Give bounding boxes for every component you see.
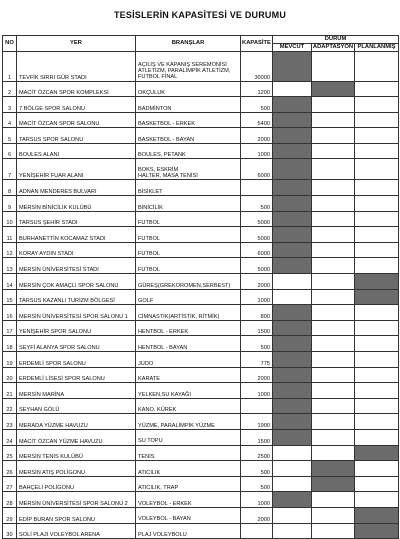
status-mevcut-cell — [273, 429, 312, 445]
capacity-cell: 500 — [241, 196, 273, 212]
status-planlanmis-cell — [355, 383, 399, 399]
facility-name: MERSİN TENİS KULÜBÜ — [17, 445, 136, 461]
status-planlanmis-cell — [355, 128, 399, 144]
branch-line: BİNİCİLİK — [138, 204, 163, 211]
status-mevcut-cell — [273, 227, 312, 243]
branch-cell — [136, 336, 241, 352]
row-number: 16 — [3, 305, 17, 321]
row-number: 4 — [3, 112, 17, 128]
facility-name: YENİŞEHİR SPOR SALONU — [17, 320, 136, 336]
capacity-cell: 1000 — [241, 383, 273, 399]
capacity-cell: 1200 — [241, 81, 273, 97]
table-row — [3, 211, 399, 227]
status-adaptasyon-cell — [312, 258, 355, 274]
facility-name: YENİŞEHİR FUAR ALANI — [17, 159, 136, 180]
facility-name: SEYFİ ALANYA SPOR SALONU — [17, 336, 136, 352]
facilities-table — [2, 35, 399, 539]
capacity-cell: 2000 — [241, 367, 273, 383]
branch-cell — [136, 274, 241, 290]
table-row — [3, 492, 399, 508]
branch-cell — [136, 320, 241, 336]
branch-cell — [136, 523, 241, 539]
facility-name: TARSUS SPOR SALONU — [17, 128, 136, 144]
row-number: 5 — [3, 128, 17, 144]
status-planlanmis-cell — [355, 196, 399, 212]
branch-line: GÜREŞ(GREKOROMEN,SERBEST) — [138, 282, 231, 289]
capacity-cell: 1000 — [241, 143, 273, 159]
branch-cell — [136, 492, 241, 508]
status-planlanmis-cell — [355, 112, 399, 128]
status-planlanmis-cell — [355, 97, 399, 113]
status-planlanmis-cell — [355, 336, 399, 352]
status-mevcut-cell — [273, 461, 312, 477]
capacity-cell: 2500 — [241, 445, 273, 461]
status-adaptasyon-cell — [312, 507, 355, 523]
branch-cell — [136, 429, 241, 445]
table-row — [3, 352, 399, 368]
row-number: 17 — [3, 320, 17, 336]
branch-line: CİMNASTİK(ARTİSTİK, RİTMİK) — [138, 313, 220, 320]
capacity-cell — [241, 398, 273, 414]
table-row — [3, 159, 399, 180]
status-mevcut-cell — [273, 352, 312, 368]
facility-name: KORAY AYDIN STADI — [17, 242, 136, 258]
row-number: 9 — [3, 196, 17, 212]
branch-cell — [136, 196, 241, 212]
table-row — [3, 476, 399, 492]
header-kapasite: KAPASİTE — [241, 36, 273, 52]
row-number: 2 — [3, 81, 17, 97]
status-adaptasyon-cell — [312, 274, 355, 290]
branch-line: OKÇULUK — [138, 90, 166, 96]
status-planlanmis-cell — [355, 159, 399, 180]
facility-name: TARSUS ŞEHİR STADI — [17, 211, 136, 227]
capacity-cell: 500 — [241, 461, 273, 477]
status-mevcut-cell — [273, 242, 312, 258]
branch-line: ATICILIK, TRAP — [138, 485, 179, 492]
table-row — [3, 180, 399, 196]
status-adaptasyon-cell — [312, 97, 355, 113]
status-planlanmis-cell — [355, 429, 399, 445]
row-number: 28 — [3, 492, 17, 508]
capacity-cell: 5000 — [241, 227, 273, 243]
facility-name: MACİT ÖZCAN SPOR KOMPLEKSİ — [17, 81, 136, 97]
branch-cell — [136, 180, 241, 196]
table-row — [3, 320, 399, 336]
table-row — [3, 445, 399, 461]
status-mevcut-cell — [273, 476, 312, 492]
branch-cell — [136, 143, 241, 159]
header-planlanmis: PLANLANMIŞ — [355, 43, 399, 51]
capacity-cell — [241, 180, 273, 196]
status-planlanmis-cell — [355, 81, 399, 97]
branch-line: BOKS, ESKRİM — [138, 167, 179, 174]
status-mevcut-cell — [273, 211, 312, 227]
branch-line: YÜZME, PARALİMPİK YÜZME — [138, 422, 215, 429]
row-number: 27 — [3, 476, 17, 492]
status-planlanmis-cell — [355, 320, 399, 336]
branch-cell — [136, 128, 241, 144]
status-adaptasyon-cell — [312, 414, 355, 430]
status-planlanmis-cell — [355, 523, 399, 539]
branch-cell — [136, 227, 241, 243]
status-planlanmis-cell — [355, 445, 399, 461]
branch-line: BOULES, PETANK — [138, 152, 186, 159]
branch-line: VOLEYBOL - ERKEK — [138, 500, 192, 507]
status-mevcut-cell — [273, 81, 312, 97]
branch-cell — [136, 258, 241, 274]
row-number: 8 — [3, 180, 17, 196]
branch-line: FUTBOL — [138, 251, 161, 258]
row-number: 20 — [3, 367, 17, 383]
header-branslar: BRANŞLAR — [136, 36, 241, 52]
capacity-cell — [241, 523, 273, 539]
branch-cell — [136, 383, 241, 399]
table-row — [3, 97, 399, 113]
facility-name: MACİT ÖZCAN YÜZME HAVUZU — [17, 429, 136, 445]
capacity-cell: 1900 — [241, 414, 273, 430]
status-adaptasyon-cell — [312, 51, 355, 81]
status-adaptasyon-cell — [312, 476, 355, 492]
header-yer: YER — [17, 36, 136, 52]
table-row — [3, 383, 399, 399]
branch-line: HENTBOL - ERKEK — [138, 329, 189, 336]
status-mevcut-cell — [273, 258, 312, 274]
status-mevcut-cell — [273, 128, 312, 144]
facility-name: MERSİN BİNİCİLİK KULÜBÜ — [17, 196, 136, 212]
status-mevcut-cell — [273, 445, 312, 461]
status-planlanmis-cell — [355, 274, 399, 290]
status-adaptasyon-cell — [312, 112, 355, 128]
status-adaptasyon-cell — [312, 159, 355, 180]
status-planlanmis-cell — [355, 258, 399, 274]
status-adaptasyon-cell — [312, 227, 355, 243]
status-adaptasyon-cell — [312, 305, 355, 321]
status-adaptasyon-cell — [312, 180, 355, 196]
status-mevcut-cell — [273, 159, 312, 180]
branch-line: AÇILIŞ VE KAPANIŞ SEREMONİSİ — [138, 62, 227, 69]
table-row — [3, 336, 399, 352]
branch-cell — [136, 97, 241, 113]
row-number: 12 — [3, 242, 17, 258]
status-planlanmis-cell — [355, 367, 399, 383]
status-planlanmis-cell — [355, 305, 399, 321]
facility-name: MERSİN ÜNİVERSİTESİ STADI — [17, 258, 136, 274]
branch-line: HALTER, MASA TENİSİ — [138, 173, 198, 180]
branch-line: KARATE — [138, 376, 160, 383]
branch-line: BASKETBOL - ERKEK — [138, 121, 195, 128]
header-no: NO — [3, 36, 17, 52]
branch-cell — [136, 414, 241, 430]
status-mevcut-cell — [273, 196, 312, 212]
facility-name: EDİP BURAN SPOR SALONU — [17, 507, 136, 523]
facility-name: ERDEMLİ SPOR SALONU — [17, 352, 136, 368]
table-row — [3, 367, 399, 383]
row-number: 6 — [3, 143, 17, 159]
status-adaptasyon-cell — [312, 429, 355, 445]
branch-cell — [136, 398, 241, 414]
row-number: 11 — [3, 227, 17, 243]
facility-name: MERADA YÜZME HAVUZU — [17, 414, 136, 430]
facility-name: MERSİN ÜNİVERSİTESİ SPOR SALONU 2 — [17, 492, 136, 508]
row-number: 18 — [3, 336, 17, 352]
table-row — [3, 112, 399, 128]
status-adaptasyon-cell — [312, 211, 355, 227]
status-mevcut-cell — [273, 523, 312, 539]
branch-cell — [136, 352, 241, 368]
status-mevcut-cell — [273, 414, 312, 430]
row-number: 24 — [3, 429, 17, 445]
capacity-cell: 6000 — [241, 159, 273, 180]
row-number: 22 — [3, 398, 17, 414]
status-adaptasyon-cell — [312, 320, 355, 336]
branch-cell — [136, 476, 241, 492]
table-row — [3, 398, 399, 414]
branch-line: BADMİNTON — [138, 105, 172, 112]
status-planlanmis-cell — [355, 227, 399, 243]
status-planlanmis-cell — [355, 143, 399, 159]
status-mevcut-cell — [273, 320, 312, 336]
status-planlanmis-cell — [355, 242, 399, 258]
branch-line: KANO, KÜREK — [138, 407, 177, 414]
status-adaptasyon-cell — [312, 492, 355, 508]
table-row — [3, 289, 399, 305]
row-number: 10 — [3, 211, 17, 227]
capacity-cell: 775 — [241, 352, 273, 368]
facility-name: ERDEMLİ LİSESİ SPOR SALONU — [17, 367, 136, 383]
status-planlanmis-cell — [355, 476, 399, 492]
status-mevcut-cell — [273, 336, 312, 352]
table-body — [3, 51, 399, 539]
status-adaptasyon-cell — [312, 289, 355, 305]
branch-cell — [136, 51, 241, 81]
row-number: 26 — [3, 461, 17, 477]
branch-cell — [136, 159, 241, 180]
status-planlanmis-cell — [355, 461, 399, 477]
status-mevcut-cell — [273, 492, 312, 508]
capacity-cell: 500 — [241, 97, 273, 113]
status-mevcut-cell — [273, 180, 312, 196]
header-durum: DURUM — [273, 36, 399, 44]
status-mevcut-cell — [273, 398, 312, 414]
status-adaptasyon-cell — [312, 445, 355, 461]
capacity-cell: 1000 — [241, 289, 273, 305]
row-number: 21 — [3, 383, 17, 399]
branch-line: BİSİKLET — [138, 188, 163, 195]
table-row — [3, 523, 399, 539]
status-planlanmis-cell — [355, 398, 399, 414]
row-number: 14 — [3, 274, 17, 290]
branch-cell — [136, 445, 241, 461]
capacity-cell: 800 — [241, 305, 273, 321]
capacity-cell: 500 — [241, 476, 273, 492]
table-row — [3, 274, 399, 290]
branch-line: BASKETBOL - BAYAN — [138, 136, 195, 143]
status-mevcut-cell — [273, 383, 312, 399]
status-planlanmis-cell — [355, 180, 399, 196]
facility-name: TARSUS KAZANLI TURİZM BÖLGESİ — [17, 289, 136, 305]
branch-line: SU TOPU — [138, 438, 163, 445]
table-row — [3, 143, 399, 159]
branch-line: YELKEN,SU KAYAĞI — [138, 391, 191, 398]
facility-name: BAHÇELİ POLİGONU — [17, 476, 136, 492]
status-mevcut-cell — [273, 289, 312, 305]
branch-line: FUTBOL — [138, 235, 161, 242]
status-mevcut-cell — [273, 143, 312, 159]
capacity-cell: 500 — [241, 336, 273, 352]
status-adaptasyon-cell — [312, 461, 355, 477]
capacity-cell: 30000 — [241, 51, 273, 81]
capacity-cell: 2000 — [241, 128, 273, 144]
branch-cell — [136, 367, 241, 383]
status-mevcut-cell — [273, 97, 312, 113]
table-row — [3, 81, 399, 97]
branch-cell — [136, 289, 241, 305]
status-adaptasyon-cell — [312, 367, 355, 383]
branch-line: ATLETİZM, PARALİMPİK ATLETİZM, — [138, 68, 231, 75]
row-number: 13 — [3, 258, 17, 274]
table-row — [3, 429, 399, 445]
branch-line: FUTBOL — [138, 266, 161, 273]
status-planlanmis-cell — [355, 51, 399, 81]
facility-name: MERSİN ÜNİVERSİTESİ SPOR SALONU 1 — [17, 305, 136, 321]
status-adaptasyon-cell — [312, 523, 355, 539]
facility-name: BURHANETTİN KOCAMAZ STADI — [17, 227, 136, 243]
table-row — [3, 227, 399, 243]
facility-name: TEVFİK SIRRI GÜR STADI — [17, 51, 136, 81]
status-adaptasyon-cell — [312, 128, 355, 144]
status-planlanmis-cell — [355, 211, 399, 227]
capacity-cell: 5000 — [241, 258, 273, 274]
table-row — [3, 414, 399, 430]
facility-name: MERSİN MARİNA — [17, 383, 136, 399]
status-planlanmis-cell — [355, 507, 399, 523]
branch-line: TENİS — [138, 454, 155, 461]
row-number: 1 — [3, 51, 17, 81]
capacity-cell: 2000 — [241, 274, 273, 290]
facility-name: SOLİ PLAJI VOLEYBOL ARENA — [17, 523, 136, 539]
status-mevcut-cell — [273, 112, 312, 128]
branch-cell — [136, 507, 241, 523]
status-planlanmis-cell — [355, 414, 399, 430]
table-row — [3, 507, 399, 523]
row-number: 7 — [3, 159, 17, 180]
branch-cell — [136, 242, 241, 258]
row-number: 19 — [3, 352, 17, 368]
status-mevcut-cell — [273, 51, 312, 81]
branch-line: GOLF — [138, 298, 154, 305]
header-adaptasyon: ADAPTASYON — [312, 44, 354, 50]
status-planlanmis-cell — [355, 492, 399, 508]
status-adaptasyon-cell — [312, 242, 355, 258]
table-row — [3, 242, 399, 258]
row-number: 3 — [3, 97, 17, 113]
branch-cell — [136, 81, 241, 97]
status-adaptasyon-cell — [312, 81, 355, 97]
status-planlanmis-cell — [355, 289, 399, 305]
branch-line: PLAJ VOLEYBOLU — [138, 532, 187, 539]
status-adaptasyon-cell — [312, 143, 355, 159]
facility-name: MACİT ÖZCAN SPOR SALONU — [17, 112, 136, 128]
facility-name: SEYHAN GÖLÜ — [17, 398, 136, 414]
capacity-cell: 1500 — [241, 429, 273, 445]
facility-name: BOULES ALANI — [17, 143, 136, 159]
status-mevcut-cell — [273, 274, 312, 290]
row-number: 15 — [3, 289, 17, 305]
table-row — [3, 128, 399, 144]
status-planlanmis-cell — [355, 352, 399, 368]
table-row — [3, 305, 399, 321]
capacity-cell: 1500 — [241, 320, 273, 336]
capacity-cell: 5400 — [241, 112, 273, 128]
capacity-cell: 6000 — [241, 242, 273, 258]
status-adaptasyon-cell — [312, 383, 355, 399]
row-number: 23 — [3, 414, 17, 430]
status-adaptasyon-cell — [312, 398, 355, 414]
header-mevcut: MEVCUT — [273, 43, 312, 51]
branch-line: FUTBOL — [138, 220, 161, 227]
branch-line: VOLEYBOL - BAYAN — [138, 516, 191, 523]
branch-cell — [136, 461, 241, 477]
status-mevcut-cell — [273, 305, 312, 321]
facility-name: MERSİN ATIŞ POLİGONU — [17, 461, 136, 477]
status-adaptasyon-cell — [312, 336, 355, 352]
facility-name: ADNAN MENDERES BULVARI — [17, 180, 136, 196]
facility-name: MERSİN ÇOK AMAÇLI SPOR SALONU — [17, 274, 136, 290]
branch-cell — [136, 305, 241, 321]
status-adaptasyon-cell — [312, 196, 355, 212]
document-title: TESİSLERİN KAPASİTESİ VE DURUMU — [113, 10, 287, 20]
branch-line: JUDO — [138, 360, 154, 367]
branch-line: FUTBOL FİNAL — [138, 74, 178, 81]
branch-cell — [136, 211, 241, 227]
row-number: 25 — [3, 445, 17, 461]
table-row — [3, 196, 399, 212]
table-row — [3, 258, 399, 274]
capacity-cell: 5000 — [241, 211, 273, 227]
status-adaptasyon-cell — [312, 352, 355, 368]
row-number: 29 — [3, 507, 17, 523]
capacity-cell: 2000 — [241, 507, 273, 523]
facility-name: 7 BÖLGE SPOR SALONU — [17, 97, 136, 113]
capacity-cell: 1000 — [241, 492, 273, 508]
row-number: 30 — [3, 523, 17, 539]
status-mevcut-cell — [273, 507, 312, 523]
branch-cell — [136, 112, 241, 128]
table-row — [3, 461, 399, 477]
status-mevcut-cell — [273, 367, 312, 383]
branch-line: HENTBOL - BAYAN — [138, 344, 188, 351]
branch-line: ATICILIK — [138, 469, 161, 476]
table-row — [3, 51, 399, 81]
